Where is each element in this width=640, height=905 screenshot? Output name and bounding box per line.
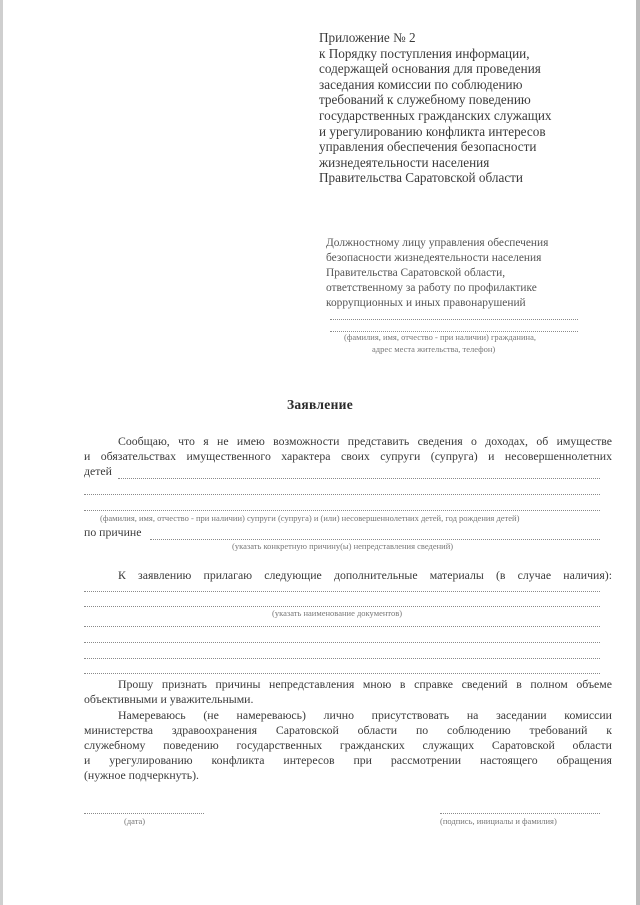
attachments-text: К заявлению прилагаю следующие дополнительные материалы (в случае наличия): — [118, 568, 612, 582]
attachments-fill-line[interactable] — [84, 590, 600, 592]
addressee-line: ответственному за работу по профилактике — [326, 282, 537, 294]
date-hint: (дата) — [124, 816, 146, 826]
annex-line: Приложение № 2 — [319, 30, 416, 45]
statement-text: детей — [84, 464, 112, 478]
attachments-fill-line[interactable] — [84, 605, 600, 607]
annex-line: Правительства Саратовской области — [319, 170, 523, 186]
intention-text: Намереваюсь (не намереваюсь) лично присутствовать на заседании комиссии — [118, 708, 612, 722]
addressee-line: безопасности жизнедеятельности населения — [326, 252, 542, 264]
addressee-line: Правительства Саратовской области, — [326, 267, 506, 279]
attachments-hint: (указать наименование документов) — [272, 608, 403, 618]
statement-text: Сообщаю, что я не имею возможности представить сведения о доходах, об имуществе — [118, 434, 612, 448]
date-fill-line[interactable] — [84, 812, 204, 814]
addressee-fill-line[interactable] — [330, 318, 578, 320]
reason-hint: (указать конкретную причину(ы) непредставления сведений) — [232, 541, 454, 551]
children-fill-line[interactable] — [84, 493, 600, 495]
signature-fill-line[interactable] — [440, 812, 600, 814]
intention-text: министерства здравоохранения Саратовской области по соблюдению требований к — [84, 723, 612, 737]
addressee-line: Должностному лицу управления обеспечения — [326, 237, 549, 249]
addressee-hint: (фамилия, имя, отчество - при наличии) гражданина, — [344, 332, 536, 342]
statement-text: и обязательствах имущественного характера своих супруги (супруга) и несовершеннолетних — [84, 449, 612, 463]
children-fill-line[interactable] — [118, 477, 600, 479]
addressee-hint: адрес места жительства, телефон) — [372, 344, 496, 354]
children-hint: (фамилия, имя, отчество - при наличии) супруги (супруга) и (или) несовершеннолетних детей, год рождения детей) — [100, 513, 520, 523]
document-title: Заявление — [286, 397, 354, 412]
annex-line: государственных гражданских служащих — [319, 107, 552, 123]
scan-edge-right — [636, 0, 640, 905]
annex-line: управления обеспечения безопасности — [319, 139, 537, 155]
request-text: объективными и уважительными. — [84, 692, 254, 706]
scan-edge-left — [0, 0, 3, 905]
signature-hint: (подпись, инициалы и фамилия) — [440, 816, 557, 826]
intention-text: и урегулированию конфликта интересов при рассмотрении настоящего обращения — [84, 753, 612, 767]
addressee-line: коррупционных и иных правонарушений — [326, 297, 526, 309]
attachments-fill-line[interactable] — [84, 625, 600, 627]
annex-line: и урегулированию конфликта интересов — [319, 123, 546, 139]
reason-fill-line[interactable] — [150, 538, 600, 540]
annex-line: к Порядку поступления информации, — [319, 45, 530, 61]
annex-line: жизнедеятельности населения — [319, 154, 490, 170]
request-text: Прошу признать причины непредставления мною в справке сведений в полном объеме — [118, 677, 612, 691]
reason-label: по причине — [84, 525, 142, 539]
attachments-fill-line[interactable] — [84, 641, 600, 643]
intention-text: (нужное подчеркнуть). — [84, 768, 199, 782]
annex-header — [319, 30, 619, 186]
annex-line: требований к служебному поведению — [319, 92, 531, 108]
children-fill-line[interactable] — [84, 509, 600, 511]
annex-line: содержащей основания для проведения — [319, 61, 541, 77]
addressee-block — [326, 236, 606, 311]
attachments-fill-line[interactable] — [84, 657, 600, 659]
intention-text: служебному поведению государственных гражданских служащих Саратовской области — [84, 738, 612, 752]
attachments-fill-line[interactable] — [84, 672, 600, 674]
annex-line: заседания комиссии по соблюдению — [319, 76, 523, 92]
